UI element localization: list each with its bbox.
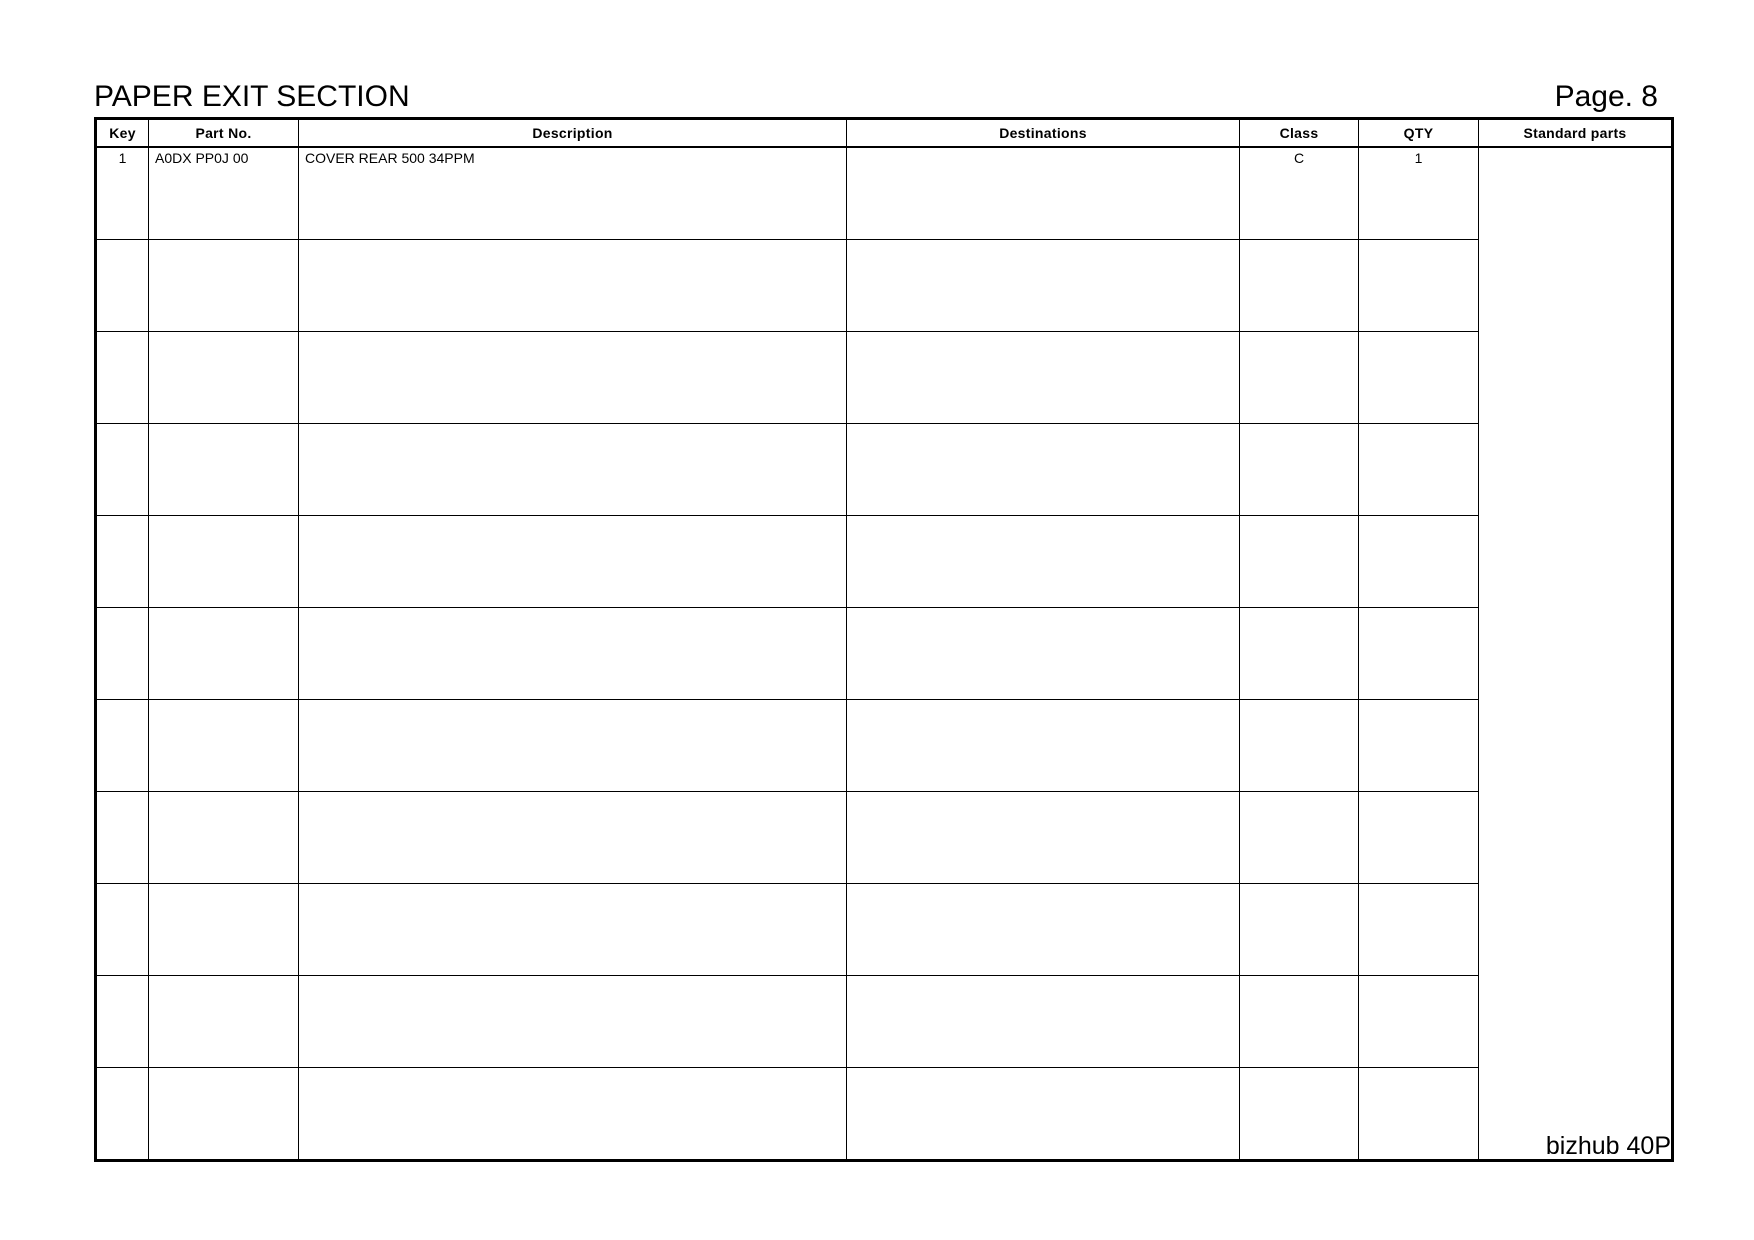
destinations-cell: [847, 884, 1240, 976]
table-row: [96, 147, 1673, 240]
destinations-cell: [847, 147, 1240, 240]
table-row: [96, 332, 1673, 424]
qty-cell: [1359, 1068, 1479, 1161]
qty-cell: [1359, 608, 1479, 700]
qty-cell: [1359, 240, 1479, 332]
column-header-description: Description: [299, 119, 847, 148]
column-header-part-no: Part No.: [149, 119, 299, 148]
description-cell: COVER REAR 500 34PPM: [299, 147, 847, 240]
destinations-cell: [847, 424, 1240, 516]
table-row: [96, 976, 1673, 1068]
part-no-cell: [149, 608, 299, 700]
page-number: Page. 8: [1554, 80, 1658, 113]
qty-cell: [1359, 424, 1479, 516]
description-cell: [299, 332, 847, 424]
part-no-cell: [149, 976, 299, 1068]
description-cell: [299, 792, 847, 884]
key-cell: [96, 516, 149, 608]
table-row: [96, 1068, 1673, 1161]
model-name: bizhub 40P: [1545, 1132, 1671, 1160]
qty-cell: [1359, 976, 1479, 1068]
class-cell: [1240, 608, 1359, 700]
table-row: [96, 792, 1673, 884]
table-row: [96, 424, 1673, 516]
key-cell: [96, 608, 149, 700]
part-no-cell: [149, 792, 299, 884]
key-cell: [96, 240, 149, 332]
class-cell: C: [1240, 147, 1359, 240]
part-no-cell: [149, 516, 299, 608]
column-header-qty: QTY: [1359, 119, 1479, 148]
description-cell: [299, 424, 847, 516]
qty-cell: [1359, 332, 1479, 424]
destinations-cell: [847, 976, 1240, 1068]
qty-cell: [1359, 700, 1479, 792]
part-no-cell: [149, 332, 299, 424]
destinations-cell: [847, 700, 1240, 792]
class-cell: [1240, 516, 1359, 608]
destinations-cell: [847, 516, 1240, 608]
description-cell: [299, 1068, 847, 1161]
description-cell: [299, 700, 847, 792]
parts-table: [94, 117, 1674, 1162]
section-title: PAPER EXIT SECTION: [94, 80, 410, 113]
qty-cell: 1: [1359, 147, 1479, 240]
key-cell: [96, 1068, 149, 1161]
destinations-cell: [847, 608, 1240, 700]
column-header-key: Key: [96, 119, 149, 148]
description-cell: [299, 240, 847, 332]
class-cell: [1240, 792, 1359, 884]
column-header-standard-parts: Standard parts: [1479, 119, 1673, 148]
table-row: [96, 516, 1673, 608]
part-no-cell: [149, 1068, 299, 1161]
key-cell: [96, 884, 149, 976]
qty-cell: [1359, 516, 1479, 608]
key-cell: 1: [96, 147, 149, 240]
qty-cell: [1359, 792, 1479, 884]
class-cell: [1240, 424, 1359, 516]
description-cell: [299, 516, 847, 608]
part-no-cell: [149, 240, 299, 332]
qty-cell: [1359, 884, 1479, 976]
destinations-cell: [847, 792, 1240, 884]
table-header-row: [96, 119, 1673, 148]
key-cell: [96, 332, 149, 424]
class-cell: [1240, 884, 1359, 976]
part-no-cell: [149, 700, 299, 792]
class-cell: [1240, 1068, 1359, 1161]
table-row: [96, 700, 1673, 792]
table-row: [96, 240, 1673, 332]
description-cell: [299, 976, 847, 1068]
table-row: [96, 608, 1673, 700]
part-no-cell: [149, 424, 299, 516]
class-cell: [1240, 332, 1359, 424]
description-cell: [299, 608, 847, 700]
column-header-destinations: Destinations: [847, 119, 1240, 148]
class-cell: [1240, 976, 1359, 1068]
part-no-cell: [149, 884, 299, 976]
class-cell: [1240, 240, 1359, 332]
column-header-class: Class: [1240, 119, 1359, 148]
key-cell: [96, 792, 149, 884]
part-no-cell: A0DX PP0J 00: [149, 147, 299, 240]
class-cell: [1240, 700, 1359, 792]
key-cell: [96, 424, 149, 516]
destinations-cell: [847, 332, 1240, 424]
key-cell: [96, 700, 149, 792]
description-cell: [299, 884, 847, 976]
destinations-cell: [847, 240, 1240, 332]
table-row: [96, 884, 1673, 976]
key-cell: [96, 976, 149, 1068]
standard-parts-cell: [1479, 147, 1673, 1161]
destinations-cell: [847, 1068, 1240, 1161]
